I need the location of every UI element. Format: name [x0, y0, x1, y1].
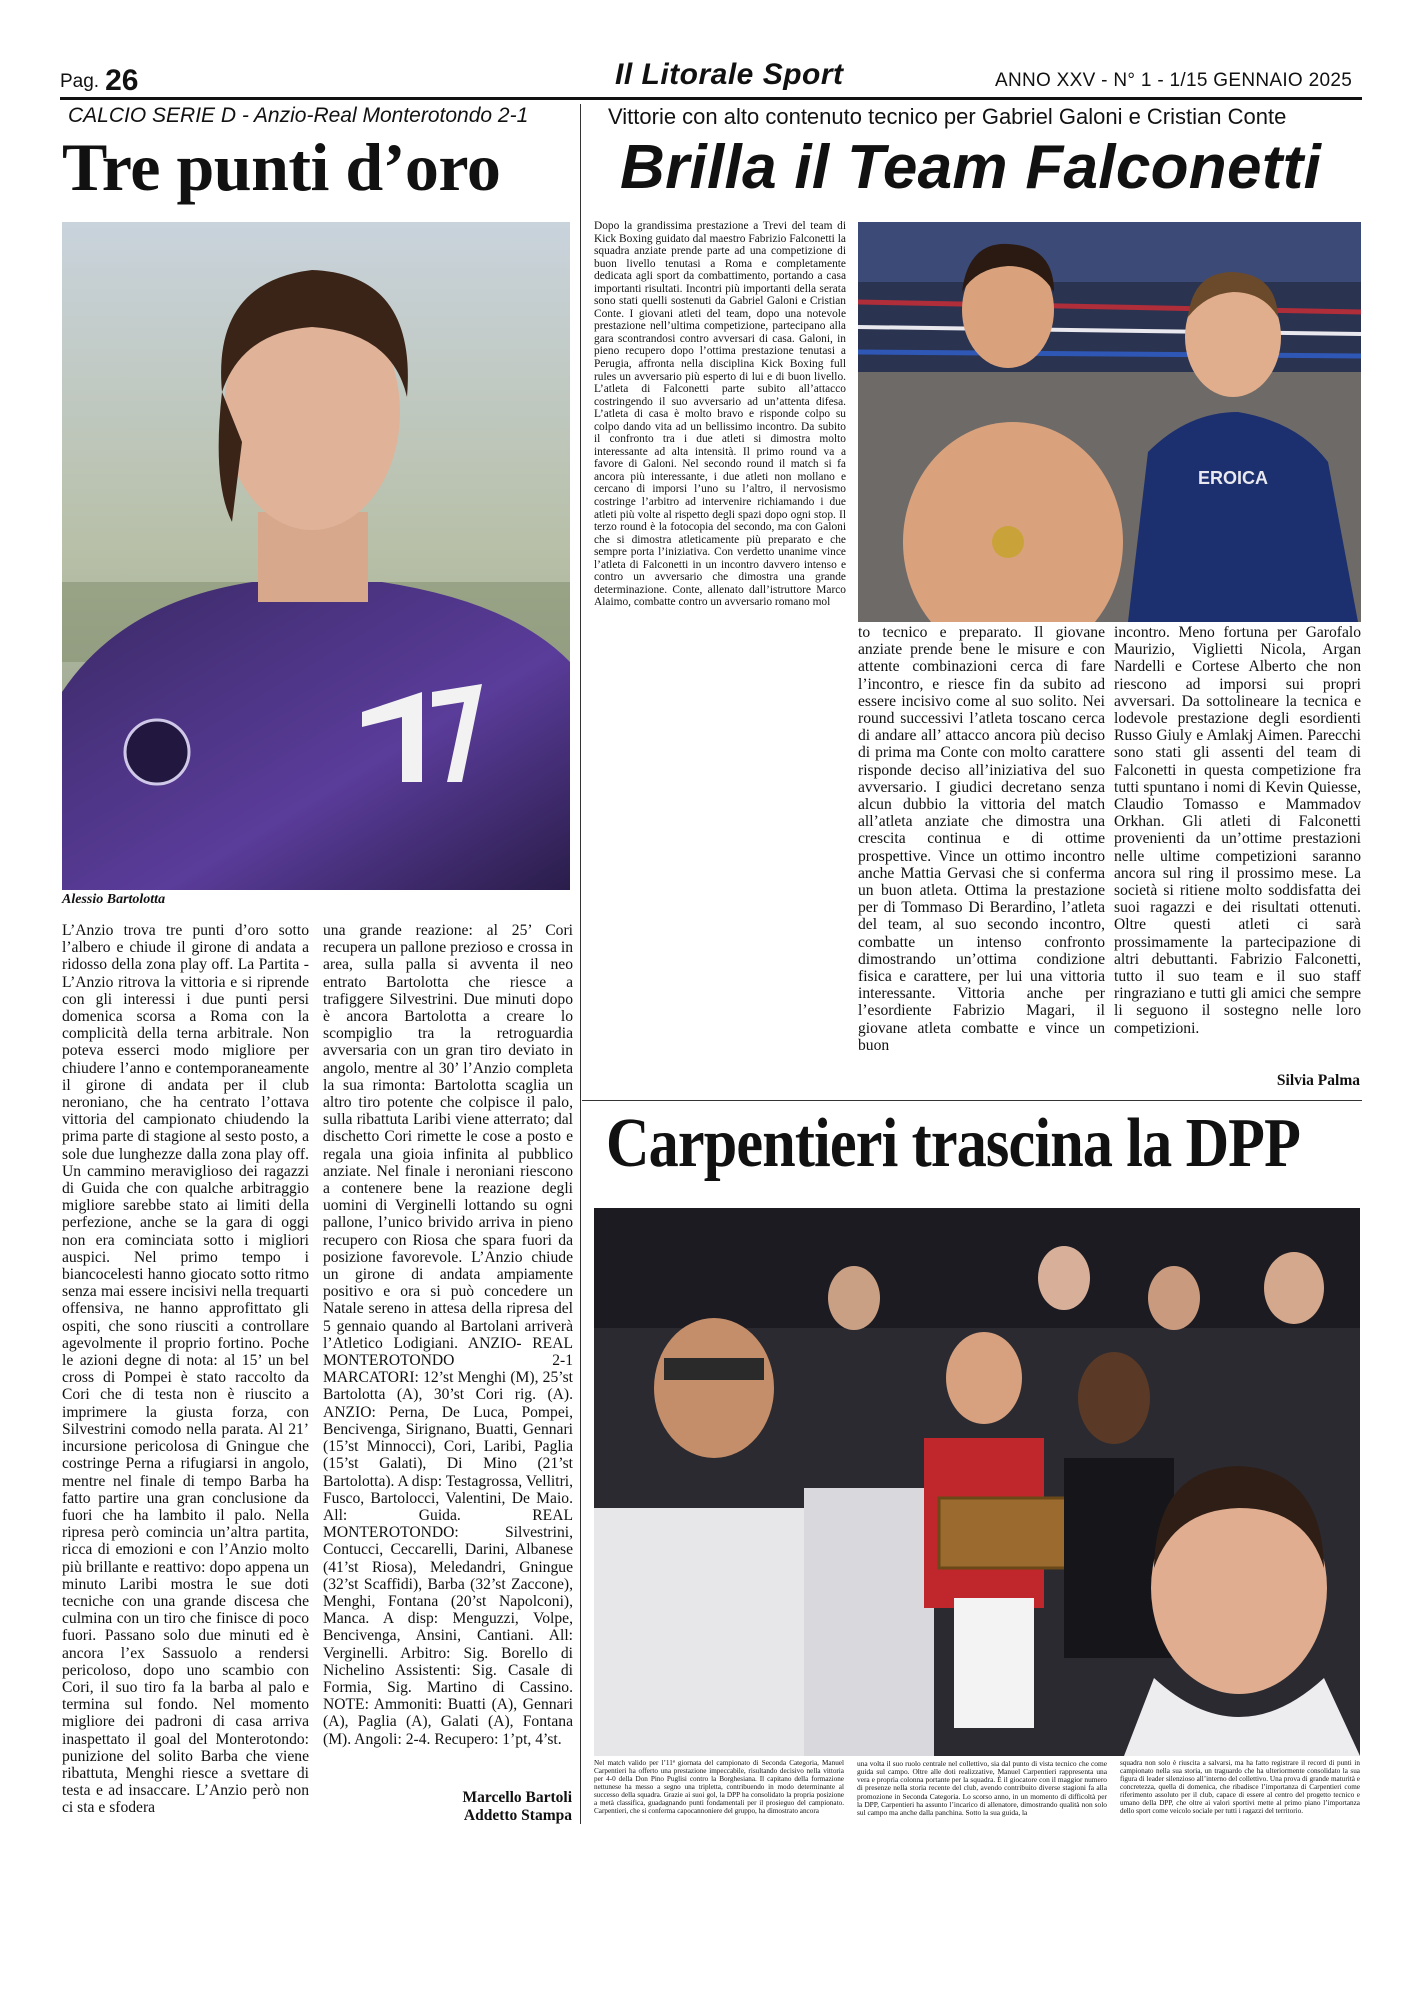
article1-column-2: una grande reazione: al 25’ Cori recupera un pallone prezioso e crossa in area, sulla palla si avventa il neo entrato Bartolotta che riesce a trafiggere Silvestrini. Due minuti dopo è ancora Bartolotta a creare lo scompiglio tra la retroguardia avversaria con un gran tiro deviato in angolo, mentre al 30’ l’Anzio completa la sua rimonta: Bartolotta scaglia un altro tiro potente che colpisce il palo, sulla ribattuta Laribi viene atterrato; dal dischetto Cori rimette le cose a posto e regala una gioia infinita al pubblico anziate. Nel finale i neroniani riescono a contenere bene la reazione degli uomini di Verginelli lottando su ogni pallone, l’unico brivido arriva in pieno recupero con Riosa che spara fuori da posizione favorevole. L’Anzio chiude un girone di andata ampiamente positivo e ora si può concedere un Natale sereno in attesa della ripresa del 5 gennaio quando al Bartolani arriverà l’Atletico Lodigiani. ANZIO- REAL MONTEROTONDO 2-1 MARCATORI: 12’st Menghi (M), 25’st Bartolotta (A), 30’st Cori rig. (A). ANZIO: Perna, De Luca, Pompei, Bencivenga, Sirignano, Buatti, Gennari (15’st Minnocci), Cori, Laribi, Paglia (15’st Galati), Di Mino (21’st Bartolotta). A disp: Testagrossa, Vellitri, Fusco, Bartolocci, Valentini, De Maio. All: Guida. REAL MONTEROTONDO: Silvestrini, Contucci, Ceccarelli, Darini, Albanese (41’st Riosa), Meledandri, Gningue (32’st Scaffidi), Barba (32’st Zaccone), Menghi, Fontana (20’st Napolconi), Manca. A disp: Menguzzi, Volpe, Bencivenga, Ansini, Cantiani. All: Verginelli. Arbitro: Sig. Borello di Nichelino Assistenti: Sig. Casale di Formia, Sig. Martino di Cassino. NOTE: Ammoniti: Buatti (A), Gennari (A), Paglia (A), Galati (A), Fontana (M). Angoli: 2-4. Recupero: 1’pt, 4’st.: [323, 922, 573, 1748]
page-number-value: 26: [105, 64, 139, 97]
article3-column-1: Nel match valido per l’11ª giornata del campionato di Seconda Categoria, Manuel Carpentieri ha offerto una prestazione impeccabile, risultando decisivo nella vittoria per 4-0 della Don Pino Puglisi contro la Borghesiana. Il capitano della formazione nettunese ha messo a segno una tripletta, contribuendo in modo determinante al successo della squadra. Grazie ai suoi gol, la DPP ha consolidato la propria posizione a metà classifica, guadagnando punti fondamentali per il prosieguo del campionato. Carpentieri, che si conferma capocannoniere del gruppo, ha dimostrato ancora: [594, 1760, 844, 1815]
column-divider: [580, 104, 581, 1824]
article3-headline: Carpentieri trascina la DPP: [606, 1105, 1301, 1182]
article1-kicker: CALCIO SERIE D - Anzio-Real Monterotondo 2-1: [68, 104, 529, 127]
article1-column-1: L’Anzio trova tre punti d’oro sotto l’albero e chiude il girone di andata a ridosso della zona play off. La Partita - L’Anzio ritrova la vittoria e si riprende con gli interessi i due punti persi domenica scorsa a Roma con la complicità della terna arbitrale. Non poteva esserci modo migliore per chiudere l’anno e contemporaneamente il girone di andata per il club neroniano, che ha centrato l’ottava vittoria del campionato chiudendo la prima parte di stagione al sesto posto, a sole due lunghezze dalla zona play off. Un cammino meraviglioso dei ragazzi di Guida che con qualche arbitraggio migliore sarebbe stato ai limiti della perfezione, anche se la gara di oggi non era cominciata sotto i migliori auspici. Nel primo tempo i biancocelesti hanno giocato sotto ritmo senza mai essere incisivi nella trequarti offensiva, ne hanno approfittato gli ospiti, che sono riusciti a controllare agevolmente il proprio fortino. Poche le azioni degne di nota: al 15’ un bel cross di Pompei è stato raccolto da Cori che di testa non è riuscito a imprimere la giusta forza, con Silvestrini comodo nella parata. Al 21’ incursione pericolosa di Gningue che costringe Perna a rifugiarsi in angolo, mentre nel finale di tempo Barba ha fatto partire una gran conclusione da fuori che ha lambito il palo. Nella ripresa però comincia un’altra partita, ricca di emozioni e con l’Anzio molto più brillante e reattivo: dopo appena un minuto Laribi mostra le sue doti tecniche con una grande discesa che culmina con un tiro che finisce di poco fuori. Passano solo due minuti ed è ancora l’ex Sassuolo a rendersi pericoloso, dopo uno scambio con Cori, il suo tiro fa la barba al palo e termina sul fondo. Nel momento migliore dei padroni di casa arriva inaspettato il goal del Monterotondo: punizione del solito Barba che viene ribattuta, Menghi riesce a svettare di testa e ad insaccare. L’Anzio però non ci sta e sfodera: [62, 922, 309, 1817]
article1-signature-role: Addetto Stampa: [463, 1807, 572, 1824]
article2-kicker: Vittorie con alto contenuto tecnico per Gabriel Galoni e Cristian Conte: [608, 104, 1287, 129]
article2-headline: Brilla il Team Falconetti: [620, 133, 1322, 202]
page-number: [60, 64, 138, 98]
article2-column-2: to tecnico e preparato. Il giovane anziate prende bene le misure e con attente combinazioni cerca di fare l’incontro, e riesce fin da subito ad essere incisivo come al suo solito. Nei round successivi l’atleta toscano cerca di andare all’ attacco ancora più deciso di prima ma Conte con molto carattere risponde deciso all’iniziativa del suo avversario. I giudici decretano senza alcun dubbio la vittoria del match all’atleta anziate che dimostra una crescita continua e di ottime prospettive. Vince un ottimo incontro anche Mattia Gervasi che si conferma un buon atleta. Ottima la prestazione per di Tommaso Di Berardino, l’atleta del team, al suo secondo incontro, combatte un intenso confronto dimostrando un’ottima condizione fisica e carattere, per lui una vittoria interessante. Vittoria anche per l’esordiente Fabrizio Magari, il giovane atleta combatte e vince un buon: [858, 624, 1105, 1054]
issue-info: ANNO XXV - N° 1 - 1/15 GENNAIO 2025: [995, 70, 1353, 91]
article1-headline: Tre punti d’oro: [62, 129, 501, 205]
article2-photo: [858, 222, 1361, 622]
article1-photo-caption: Alessio Bartolotta: [62, 892, 166, 907]
masthead-rule: [60, 97, 1362, 100]
page-label: Pag.: [60, 71, 100, 92]
article1-photo: [62, 222, 570, 890]
article3-photo: [594, 1208, 1360, 1756]
article2-signature: Silvia Palma: [1276, 1072, 1360, 1089]
article2-column-3: incontro. Meno fortuna per Garofalo Maurizio, Viglietti Nicola, Argan Nardelli e Cortese Alberto che non riescono ad imporsi sui propri avversari. Da sottolineare la tecnica e lodevole prestazione degli esordienti Russo Giuly e Amlakj Aimen. Parecchi sono stati gli assenti del team di Falconetti in questa competizione fra tutti spuntano i nomi di Kevin Quiesse, Claudio Tomasso e Mammadov Orkhan. Gli atleti di Falconetti provenienti da un’ottime prestazioni nelle ultime competizioni saranno ancora sul ring il prossimo mese. La società si ritiene molto soddisfatta dei suoi ragazzi e dei risultati ottenuti. Oltre questi atleti ci sarà prossimamente la partecipazione di altri debuttanti. Fabrizio Falconetti, tutto il suo team e il suo staff ringraziano e tutti gli amici che sempre li seguono il sostegno nelle loro competizioni.: [1114, 624, 1361, 1037]
section-divider: [582, 1100, 1362, 1101]
article1-signature: [400, 1789, 572, 1825]
article2-photo-text: EROICA: [1198, 468, 1269, 488]
article3-column-3: squadra non solo è riuscita a salvarsi, ma ha fatto registrare il record di punti in campionato nella sua storia, un traguardo che ha ulteriormente consolidato la sua figura di leader silenzioso all’interno del collettivo. Una prova di grande maturità e concretezza, quella di domenica, che ribadisce l’importanza di Carpentieri come riferimento assoluto per il club, capace di essere al centro del progetto tecnico e umano della DPP, che oltre ai valori sportivi mette al primo piano l’importanza dello sport come veicolo sociale per tutti i ragazzi del territorio.: [1120, 1760, 1360, 1815]
article3-column-2: una volta il suo ruolo centrale nel collettivo, sia dal punto di vista tecnico che come guida sul campo. Oltre alle doti realizzative, Manuel Carpentieri rappresenta una vera e propria colonna portante per la squadra. È il giocatore con il maggior numero di presenze nella storia recente del club, avendo contribuito diverse stagioni fa alla promozione in Seconda Categoria. Lo scorso anno, in un momento di difficoltà per la DPP, Carpentieri ha assunto l’incarico di allenatore, dimostrando qualità non solo sul campo ma anche dalla panchina. Sotto la sua guida, la: [857, 1760, 1107, 1817]
article1-signature-name: Marcello Bartoli: [462, 1789, 572, 1806]
article2-column-1: Dopo la grandissima prestazione a Trevi del team di Kick Boxing guidato dal maestro Fabrizio Falconetti la squadra anziate prende parte ad una competizione di buon livello tenutasi a Roma e completamente dedicata agli sport da combattimento, portando a casa importanti risultati. Incontri più importanti della serata sono stati quelli sostenuti da Gabriel Galoni e Cristian Conte. I giovani atleti del team, dopo una notevole prestazione nell’ultima competizione, partecipano alla gara scontrandosi contro avversari di casa. Galoni, in pieno recupero dopo l’ottima prestazione tenutasi a Perugia, affronta nella disciplina Kick Boxing full rules un avversario più esperto di lui e di buon livello. L’atleta di Falconetti parte subito all’attacco costringendo il suo avversario ad un’attenta difesa. L’atleta di casa è molto bravo e risponde colpo su colpo dando vita ad un bellissimo incontro. Da subito il confronto tra i due atleti si dimostra molto interessante ad alta intensità. Il primo round va a favore di Galoni. Nel secondo round il match si fa ancora più interessante, i due atleti non mollano e cercano di imporsi l’uno su l’altro, il nervosismo costringe l’arbitro ad intervenire richiamando i due atleti più volte al rispetto degli spazi dopo ogni stop. Il terzo round è la fotocopia del secondo, ma con Galoni che si dimostra atleticamente più preparato e che sempre porta l’iniziativa. Con verdetto unanime vince l’atleta di Falconetti in un incontro davvero intenso e contro un avversario che dimostra una grande determinazione. Conte, allenato dall’istruttore Marco Alaimo, combatte contro un avversario romano mol: [594, 220, 846, 609]
newspaper-title: Il Litorale Sport: [615, 58, 844, 91]
